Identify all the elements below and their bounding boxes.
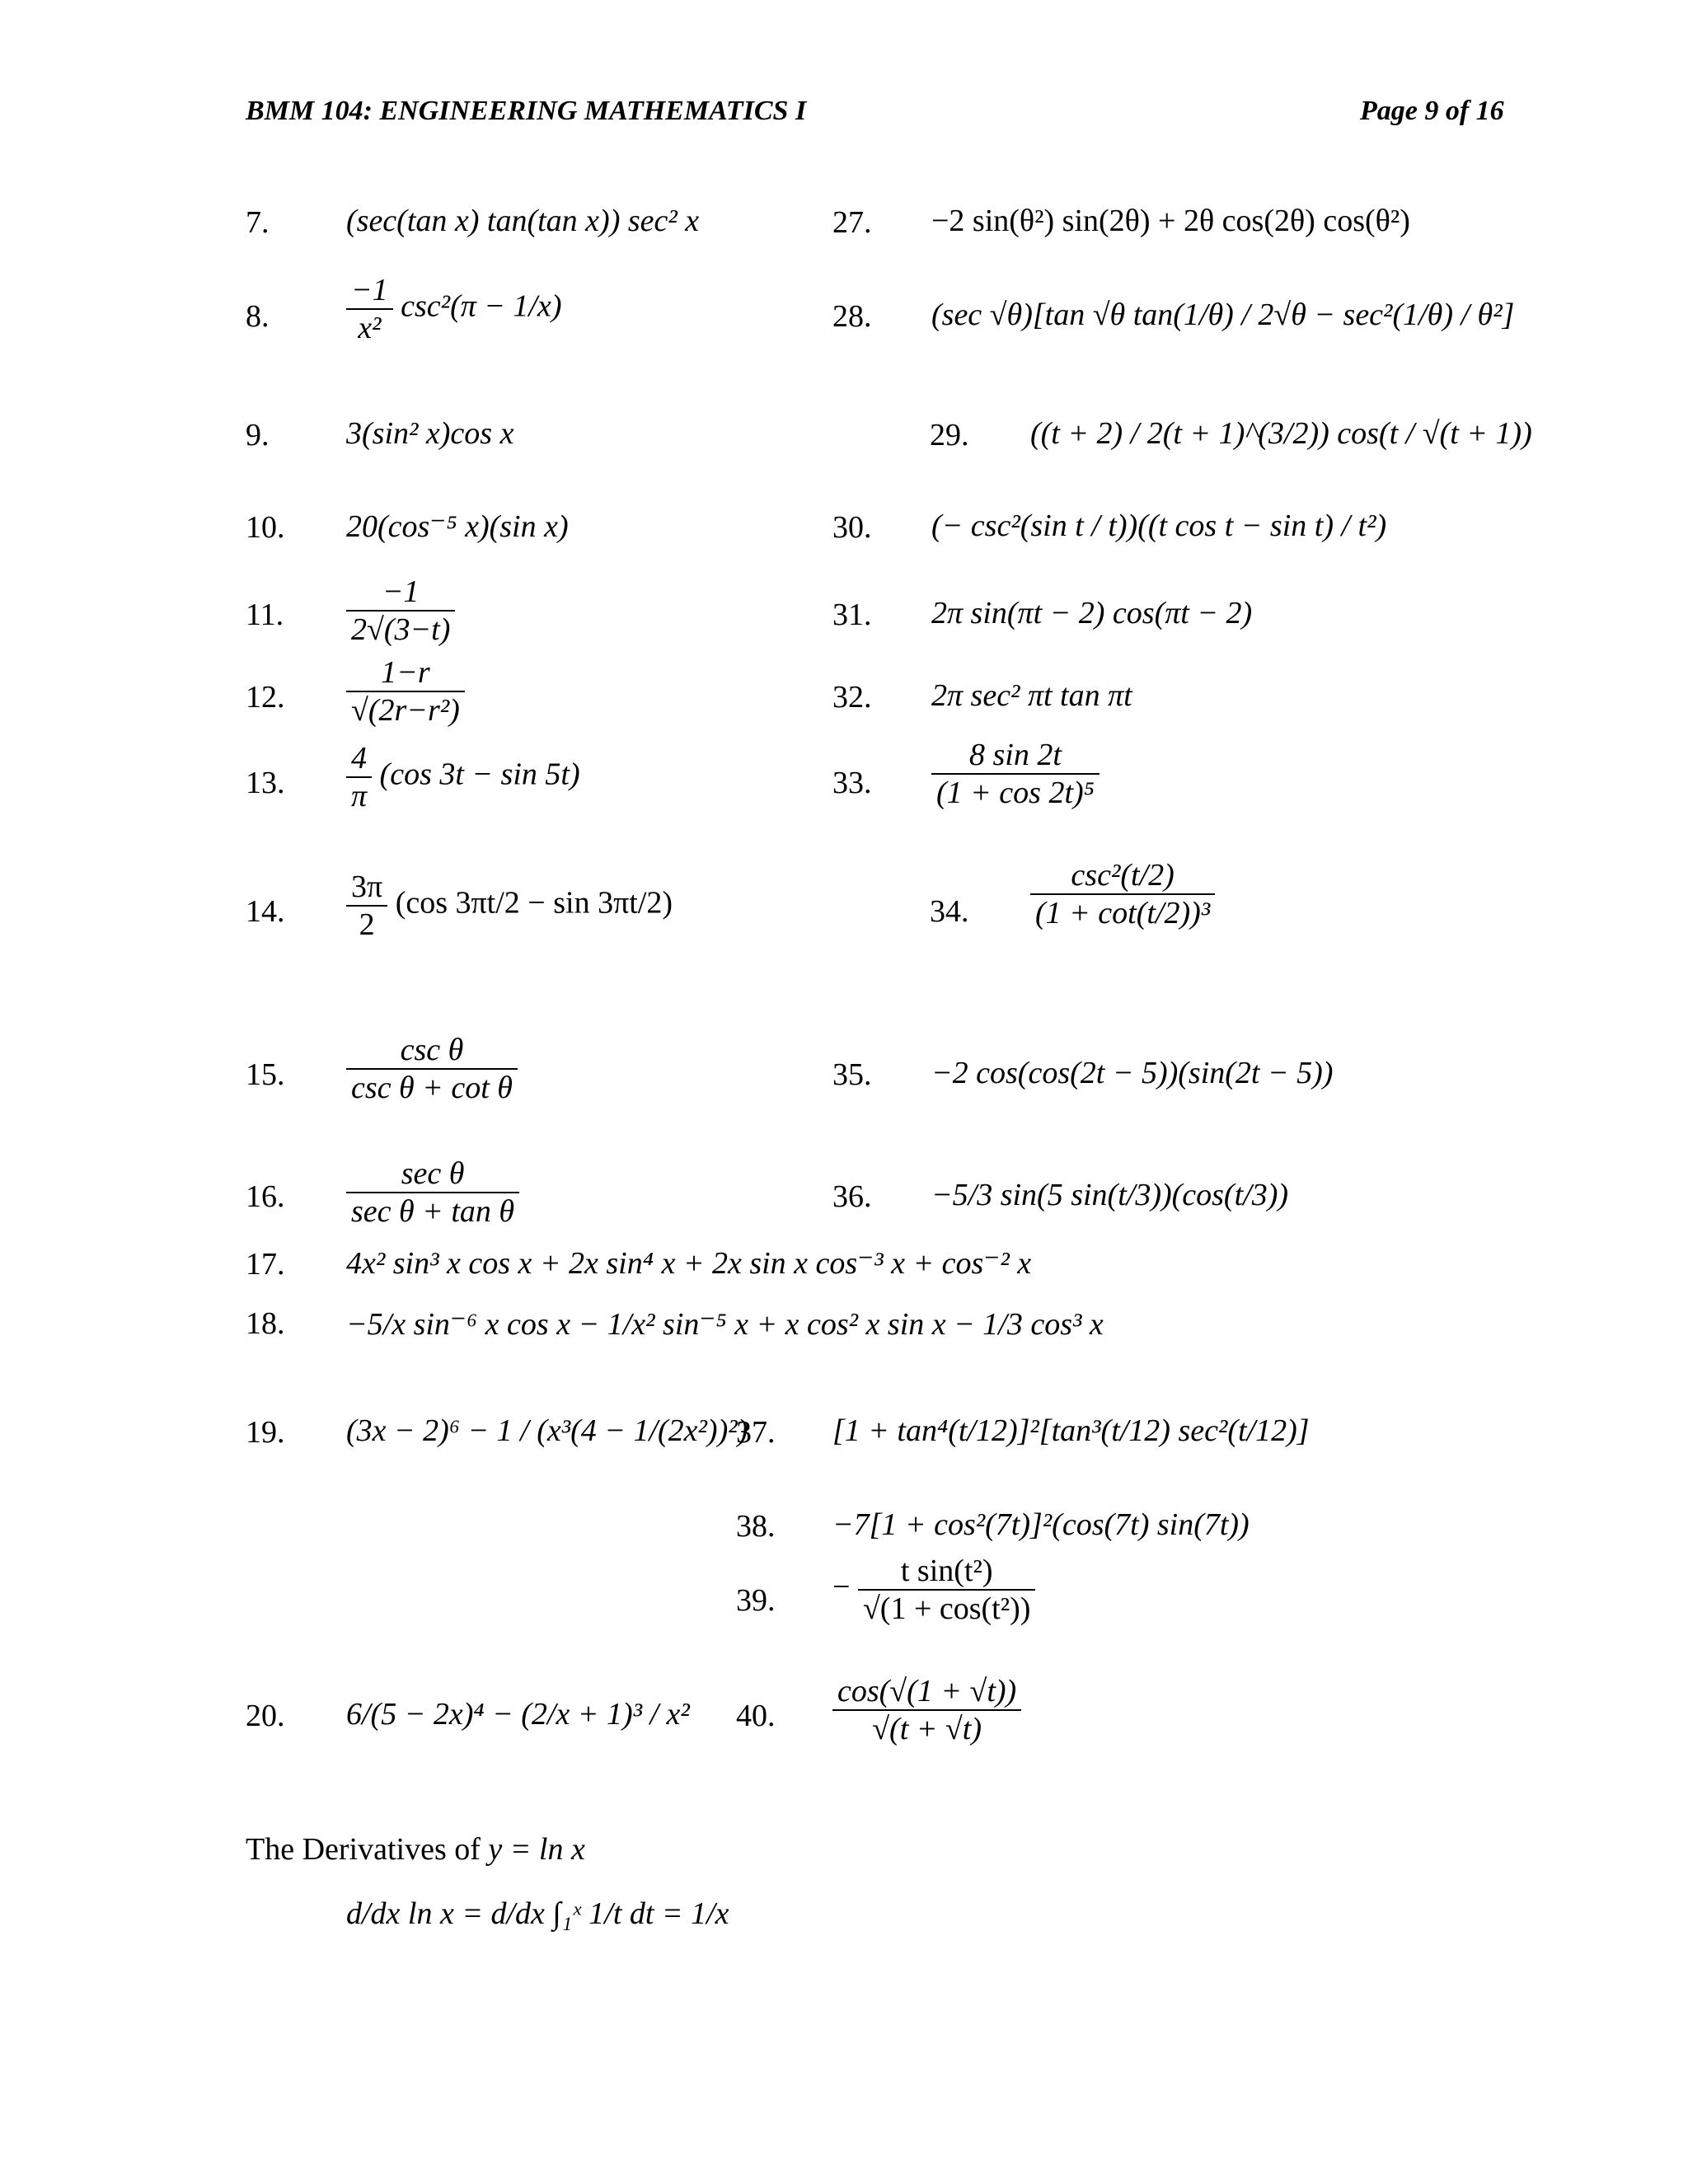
derivative-formula: d/dx ln x = d/dx ∫₁ˣ 1/t dt = 1/x [346,1896,729,1931]
answer-16-fraction [346,1155,519,1230]
answer-38: −7[1 + cos²(7t)]²(cos(7t) sin(7t)) [832,1507,1250,1542]
numerator: −1 [346,272,393,310]
problem-number: 37. [736,1415,776,1450]
numerator: 8 sin 2t [931,737,1100,775]
answer-11-fraction [346,574,455,648]
problem-number: 14. [246,894,285,929]
problem-number: 20. [246,1699,285,1733]
problem-number: 28. [832,299,872,334]
problem-number: 13. [246,766,285,800]
answer-36: −5/3 sin(5 sin(t/3))(cos(t/3)) [931,1178,1289,1212]
answer-39: − $\frac{\text{t sin(t²)}}{\text{√(1 + cos(t²))}}$ [832,1553,1035,1627]
answer-8-rest: csc²(π − 1/x) [401,288,562,324]
problem-number: 27. [832,205,872,240]
answer-40 [832,1673,1021,1747]
answer-13-fraction [346,740,372,814]
denominator: csc θ + cot θ [351,1071,513,1105]
denominator: √(t + √t) [872,1712,982,1746]
problem-number: 15. [246,1057,285,1092]
answer-15-fraction [346,1032,518,1106]
problem-number: 34. [930,894,969,929]
answer-27: −2 sin(θ²) sin(2θ) + 2θ cos(2θ) cos(θ²) [931,204,1410,238]
numerator: 3π [346,869,387,907]
problem-number: 35. [832,1057,872,1092]
numerator: t sin(t²) [858,1553,1036,1591]
denominator: x² [358,311,382,345]
answer-13-rest: (cos 3t − sin 5t) [379,757,580,792]
problem-number: 7. [246,205,270,240]
answer-8-fraction [346,272,393,346]
answer-19: (3x − 2)⁶ − 1 / (x³(4 − 1/(2x²))²) [346,1413,748,1448]
denominator: 2 [359,907,375,942]
answer-33 [931,737,1100,811]
answer-9: 3(sin² x)cos x [346,416,514,451]
answer-32: 2π sec² πt tan πt [931,678,1132,713]
problem-number: 18. [246,1306,285,1341]
numerator: 1−r [346,654,465,692]
answer-34 [1030,857,1215,931]
problem-number: 33. [832,766,872,800]
answer-10: 20(cos⁻⁵ x)(sin x) [346,509,569,544]
problem-number: 8. [246,299,270,334]
answer-39-fraction [858,1553,1036,1627]
answer-40-fraction [832,1673,1021,1747]
numerator: −1 [346,574,455,612]
problem-number: 40. [736,1699,776,1733]
answer-30: (− csc²(sin t / t))((t cos t − sin t) / t²) [931,509,1387,543]
numerator: cos(√(1 + √t)) [832,1673,1021,1711]
numerator: csc θ [346,1032,518,1070]
problem-number: 31. [832,598,872,632]
answer-7: (sec(tan x) tan(tan x)) sec² x [346,204,700,238]
answer-11 [346,574,455,648]
answer-14-rest: (cos 3πt/2 − sin 3πt/2) [395,885,673,921]
denominator: (1 + cos 2t)⁵ [936,776,1095,810]
answer-18: −5/x sin⁻⁶ x cos x − 1/x² sin⁻⁵ x + x cos² x sin x − 1/3 cos³ x [346,1307,1104,1342]
answer-16 [346,1155,519,1230]
answer-15 [346,1032,518,1106]
answer-33-fraction [931,737,1100,811]
answer-20: 6/(5 − 2x)⁴ − (2/x + 1)³ / x² [346,1697,690,1732]
section-title: The Derivatives of [246,1832,481,1867]
problem-number: 29. [930,418,969,452]
answer-29: ((t + 2) / 2(t + 1)^(3/2)) cos(t / √(t + 1)) [1030,416,1532,451]
answer-37: [1 + tan⁴(t/12)]²[tan³(t/12) sec²(t/12)] [832,1413,1310,1448]
problem-number: 30. [832,510,872,545]
denominator: √(2r−r²) [351,693,460,728]
answer-31: 2π sin(πt − 2) cos(πt − 2) [931,596,1253,630]
course-title: BMM 104: ENGINEERING MATHEMATICS I [246,96,807,126]
denominator: (1 + cot(t/2))³ [1035,896,1211,930]
answer-12-fraction [346,654,465,729]
problem-number: 38. [736,1509,776,1544]
answer-17: 4x² sin³ x cos x + 2x sin⁴ x + 2x sin x cos⁻³ x + cos⁻² x [346,1246,1032,1281]
problem-number: 10. [246,510,285,545]
problem-number: 9. [246,418,270,452]
answer-14 [346,869,673,943]
numerator: sec θ [346,1155,519,1193]
problem-number: 32. [832,680,872,715]
problem-number: 11. [246,598,284,632]
numerator: 4 [346,740,372,778]
answer-35: −2 cos(cos(2t − 5))(sin(2t − 5)) [931,1056,1334,1090]
answer-14-fraction [346,869,387,943]
numerator: csc²(t/2) [1030,857,1215,895]
answer-13 [346,740,580,814]
problem-number: 36. [832,1179,872,1214]
problem-number: 12. [246,680,285,715]
section-title-expr: y = ln x [488,1832,585,1867]
problem-number: 19. [246,1415,285,1450]
answer-34-fraction [1030,857,1215,931]
problem-number: 16. [246,1179,285,1214]
page-number: Page 9 of 16 [1360,96,1504,126]
denominator: sec θ + tan θ [351,1194,515,1229]
answer-12 [346,654,465,729]
denominator: π [351,779,368,813]
problem-number: 39. [736,1583,776,1618]
answer-28: (sec √θ)[tan √θ tan(1/θ) / 2√θ − sec²(1/θ) / θ²] [931,298,1515,332]
answer-8 [346,272,561,346]
denominator: 2√(3−t) [351,612,451,647]
problem-number: 17. [246,1247,285,1282]
denominator: √(1 + cos(t²)) [862,1591,1031,1626]
section-heading [246,1831,585,1868]
